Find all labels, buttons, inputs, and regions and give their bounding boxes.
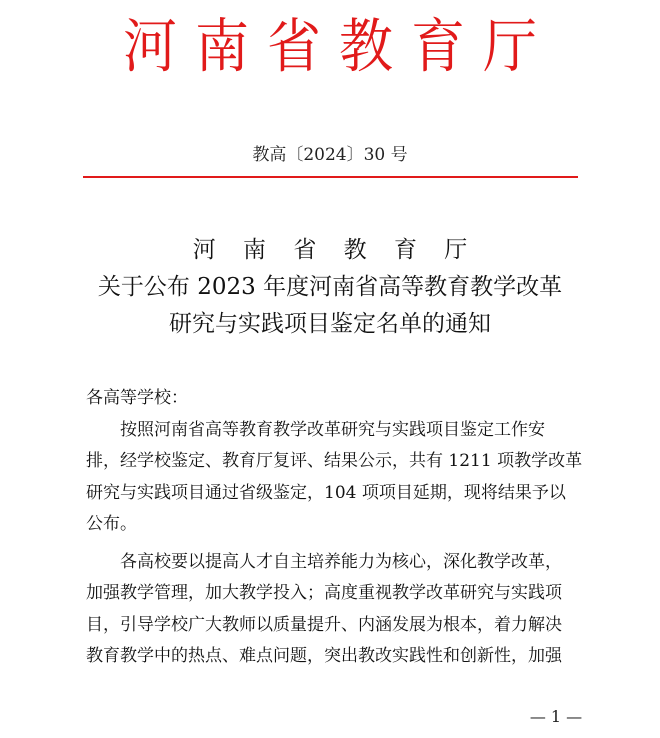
paragraph-line: 各高校要以提高人才自主培养能力为核心，深化教学改革， (120, 551, 562, 572)
paragraph-line: 教育教学中的热点、难点问题，突出教改实践性和创新性，加强 (86, 646, 562, 666)
title-issuer-line: 河 南 省 教 育 厅 (192, 237, 478, 263)
paragraph-line: 排，经学校鉴定、教育厅复评、结果公示，共有 1211 项教学改革 (86, 451, 583, 471)
page-number: — 1 — (529, 707, 583, 726)
red-divider-line (83, 176, 578, 178)
notice-body (86, 383, 583, 673)
paragraph-line: 按照河南省高等教育教学改革研究与实践项目鉴定工作安 (120, 419, 545, 440)
salutation: 各高等学校： (86, 388, 188, 408)
body-paragraph-1 (86, 415, 583, 541)
paragraph-line: 目，引导学校广大教师以质量提升、内涵发展为根本，着力解决 (86, 614, 562, 635)
paragraph-line: 公布。 (86, 514, 137, 534)
title-subject-line-2: 研究与实践项目鉴定名单的通知 (169, 311, 491, 337)
title-subject-line-1: 关于公布 2023 年度河南省高等教育教学改革 (97, 274, 563, 300)
paragraph-line: 研究与实践项目通过省级鉴定，104 项项目延期，现将结果予以 (86, 482, 566, 503)
body-paragraph-2 (86, 547, 578, 673)
document-number: 教高〔2024〕30 号 (252, 145, 408, 165)
agency-masthead: 河南省教育厅 (123, 12, 555, 81)
paragraph-line: 加强教学管理，加大教学投入；高度重视教学改革研究与实践项 (86, 583, 562, 603)
notice-title (0, 232, 660, 343)
